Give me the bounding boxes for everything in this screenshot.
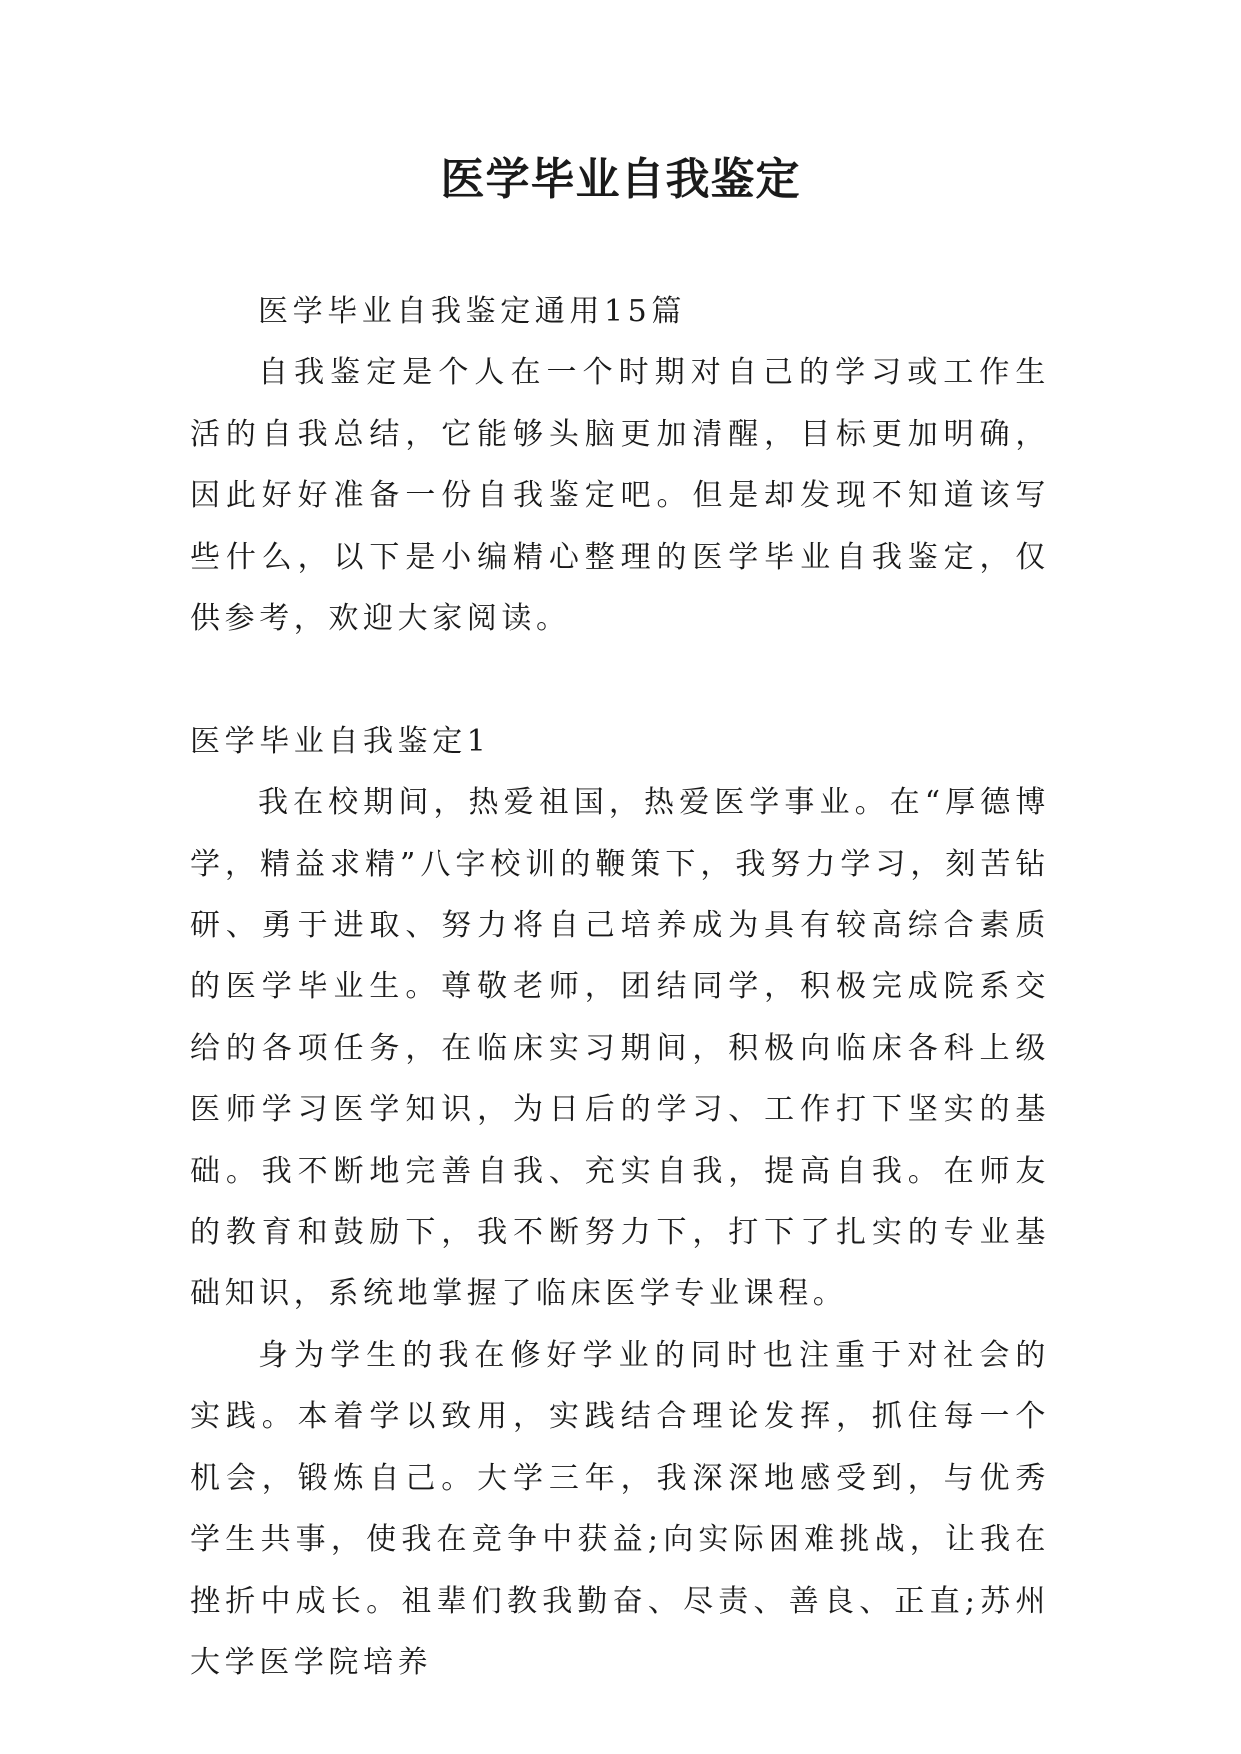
- body-paragraph: 身为学生的我在修好学业的同时也注重于对社会的实践。本着学以致用，实践结合理论发挥，抓住每一个机会，锻炼自己。大学三年，我深深地感受到，与优秀学生共事，使我在竞争中获益;向实际困难挑战，让我在挫折中成长。祖辈们教我勤奋、尽责、善良、正直;苏州大学医学院培养: [190, 1337, 1050, 1680]
- document-body: [190, 281, 1050, 1693]
- body-paragraph: 我在校期间，热爱祖国，热爱医学事业。在“厚德博学，精益求精”八字校训的鞭策下，我努力学习，刻苦钻研、勇于进取、努力将自己培养成为具有较高综合素质的医学毕业生。尊敬老师，团结同学，积极完成院系交给的各项任务，在临床实习期间，积极向临床各科上级医师学习医学知识，为日后的学习、工作打下坚实的基础。我不断地完善自我、充实自我，提高自我。在师友的教育和鼓励下，我不断努力下，打下了扎实的专业基础知识，系统地掌握了临床医学专业课程。: [190, 785, 1050, 1312]
- section-heading: 医学毕业自我鉴定1: [190, 723, 491, 759]
- document-subtitle: 医学毕业自我鉴定通用15篇: [258, 294, 686, 329]
- document-title: 医学毕业自我鉴定: [440, 154, 801, 205]
- intro-paragraph: 自我鉴定是个人在一个时期对自己的学习或工作生活的自我总结，它能够头脑更加清醒，目标更加明确，因此好好准备一份自我鉴定吧。但是却发现不知道该写些什么，以下是小编精心整理的医学毕业自我鉴定，仅供参考，欢迎大家阅读。: [190, 355, 1050, 637]
- paragraph-spacer: [190, 649, 1050, 710]
